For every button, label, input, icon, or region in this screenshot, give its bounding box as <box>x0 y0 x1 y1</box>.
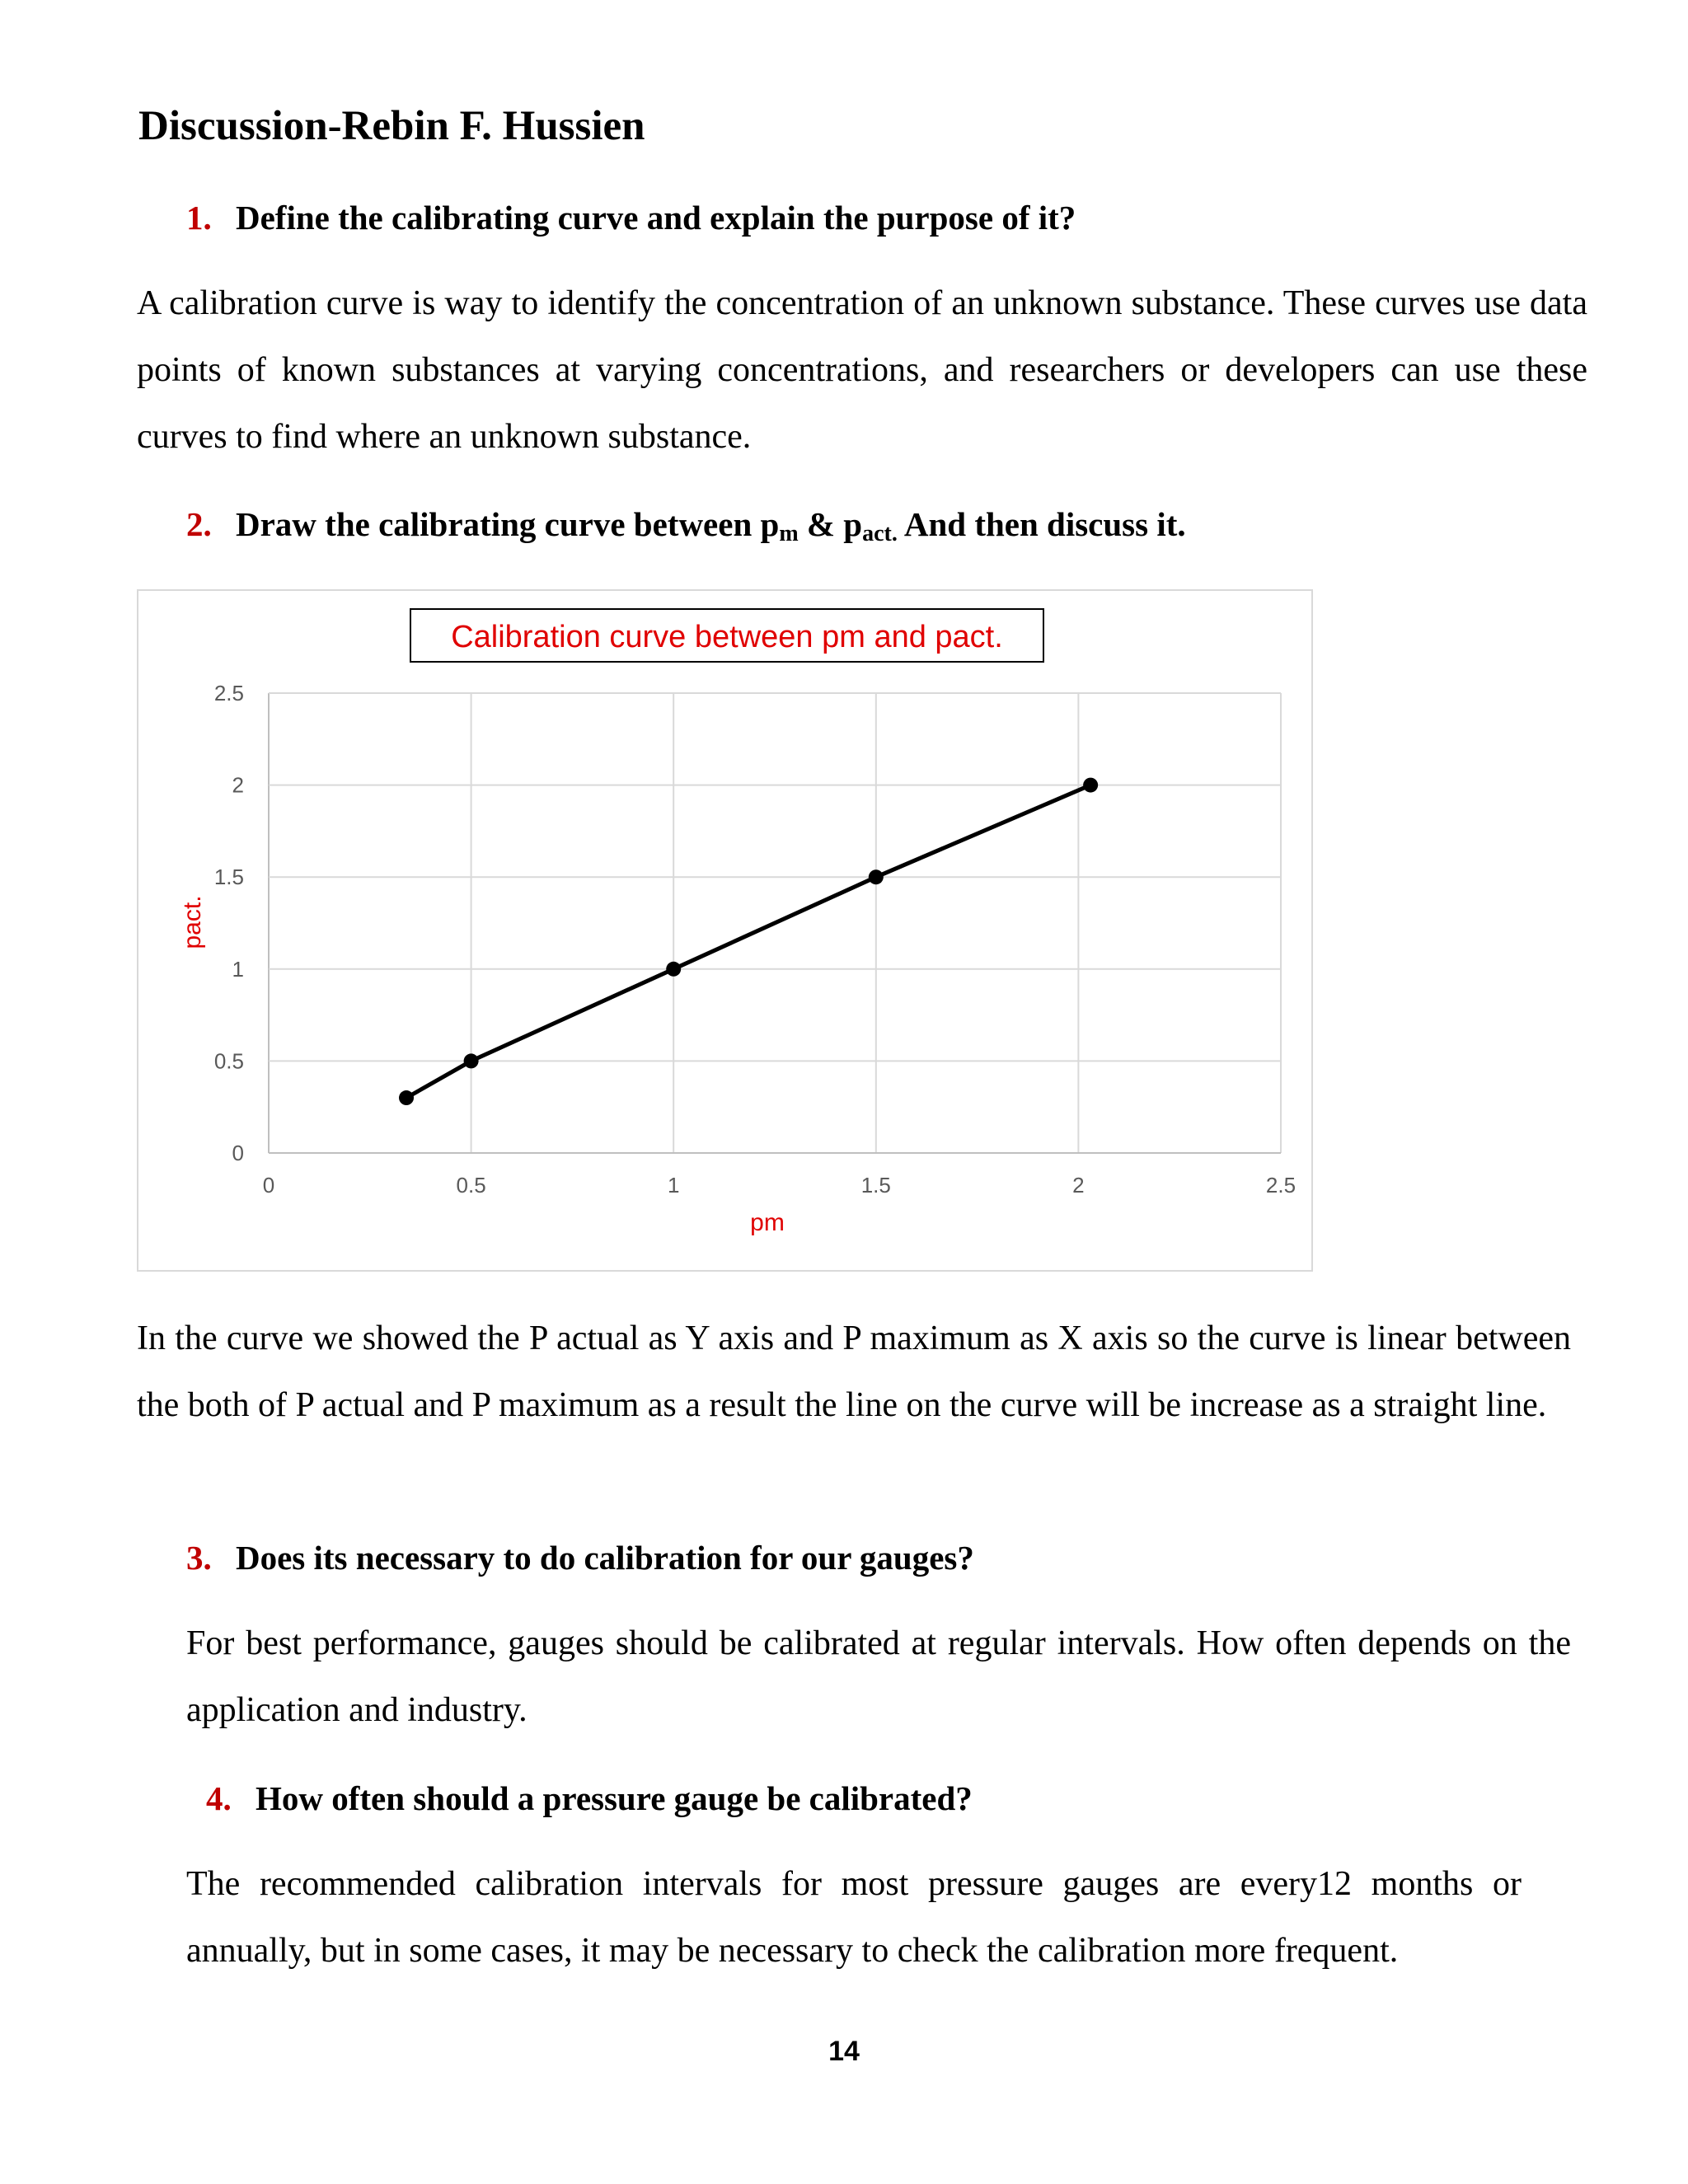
data-point <box>464 1053 479 1068</box>
question-4-text: How often should a pressure gauge be calibrated? <box>256 1779 973 1817</box>
question-1-text: Define the calibrating curve and explain the purpose of it? <box>236 199 1076 237</box>
x-tick-label: 1.5 <box>860 1173 891 1197</box>
y-tick-label: 1 <box>232 956 244 982</box>
y-axis-label: pact. <box>179 895 206 949</box>
page-number: 14 <box>828 2036 860 2067</box>
question-2-text-c: And then discuss it. <box>897 505 1186 543</box>
question-1-number: 1. <box>186 199 212 237</box>
chart-canvas <box>138 591 1311 1270</box>
chart-tick-labels <box>214 681 1296 1197</box>
answer-3: For best performance, gauges should be calibrated at regular intervals. How often depends on the application and industry. <box>186 1624 1571 1729</box>
question-4-number: 4. <box>206 1779 232 1817</box>
y-tick-label: 0.5 <box>213 1048 244 1074</box>
answer-1: A calibration curve is way to identify the concentration of an unknown substance. These curves use data points of known substances at varying concentrations, and researchers or developers can use these curves to find where an unknown substance. <box>137 284 1587 456</box>
question-3 <box>186 1533 974 1582</box>
question-3-text: Does its necessary to do calibration for our gauges? <box>236 1539 974 1577</box>
x-tick-label: 1 <box>667 1173 680 1197</box>
question-1 <box>186 193 1076 242</box>
series-line <box>406 785 1090 1098</box>
x-tick-label: 0 <box>262 1173 275 1197</box>
x-tick-label: 0.5 <box>456 1173 486 1197</box>
question-3-number: 3. <box>186 1539 212 1577</box>
answer-2: In the curve we showed the P actual as Y axis and P maximum as X axis so the curve is linear between the both of P actual and P maximum as a result the line on the curve will be increase as a straight line. <box>137 1319 1571 1424</box>
data-point <box>399 1090 414 1105</box>
question-4 <box>206 1774 973 1823</box>
y-tick-label: 1.5 <box>213 865 244 890</box>
data-point <box>666 962 681 977</box>
y-tick-label: 2 <box>232 772 244 798</box>
chart-title: Calibration curve between pm and pact. <box>451 620 1003 654</box>
page-heading: Discussion-Rebin F. Hussien <box>138 103 645 149</box>
question-2-number: 2. <box>186 505 212 543</box>
x-tick-label: 2 <box>1072 1173 1085 1197</box>
question-2-sub-m: m <box>779 521 799 546</box>
x-axis-label: pm <box>750 1209 785 1236</box>
data-point <box>869 869 884 884</box>
question-2 <box>186 499 1186 554</box>
question-2-text-a: Draw the calibrating curve between p <box>236 505 780 543</box>
x-tick-label: 2.5 <box>1265 1173 1296 1197</box>
question-2-text-b: & p <box>798 505 863 543</box>
question-2-sub-act: act. <box>862 521 898 546</box>
y-tick-label: 2.5 <box>213 681 244 705</box>
y-tick-label: 0 <box>232 1141 244 1165</box>
answer-4: The recommended calibration intervals for most pressure gauges are every12 months or annually, but in some cases, it may be necessary to check the calibration more frequent. <box>186 1865 1522 1970</box>
chart-series <box>399 778 1098 1105</box>
data-point <box>1083 778 1098 793</box>
calibration-chart <box>137 589 1313 1272</box>
